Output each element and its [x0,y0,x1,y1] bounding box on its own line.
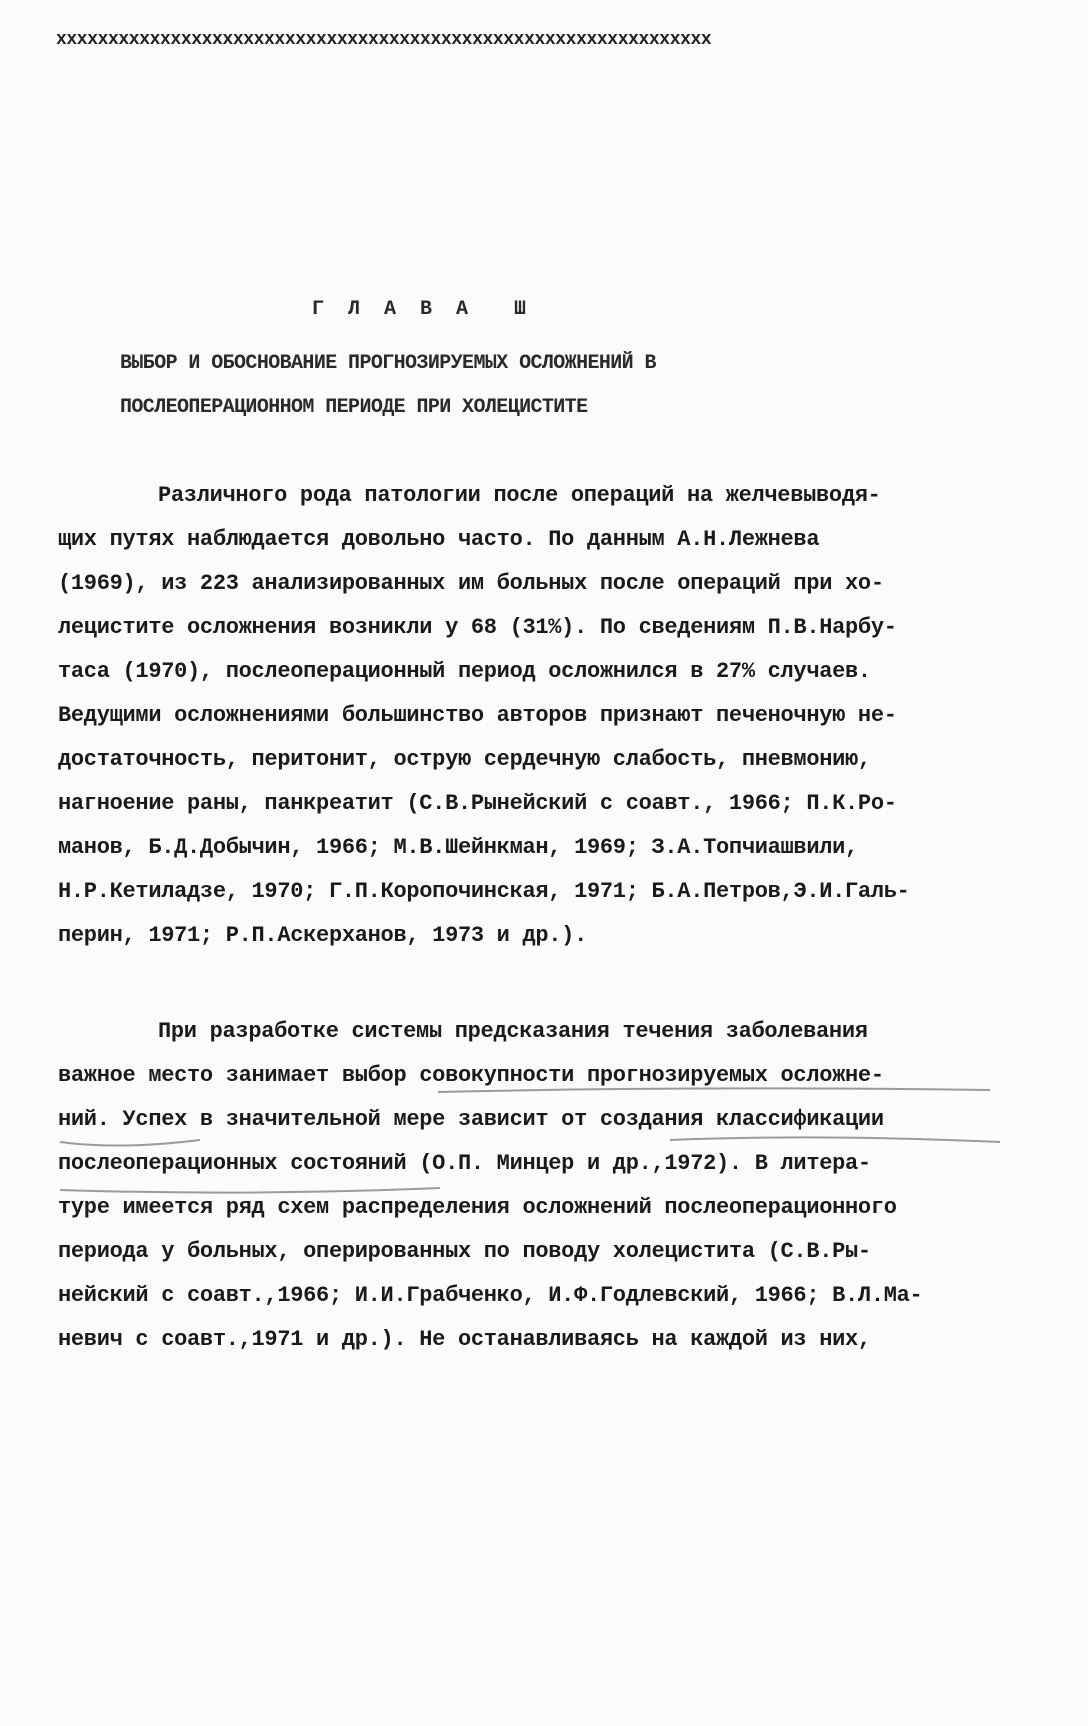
chapter-heading-line: ПОСЛЕОПЕРАЦИОННОМ ПЕРИОДЕ ПРИ ХОЛЕЦИСТИТЕ [120,396,588,419]
paragraph-line: таса (1970), послеоперационный период осложнился в 27% случаев. [58,659,871,684]
paragraph-line: При разработке системы предсказания течения заболевания [158,1019,868,1044]
paragraph-line: нейский с соавт.,1966; И.И.Грабченко, И.Ф.Годлевский, 1966; В.Л.Ма- [58,1283,923,1308]
paragraph-line: перин, 1971; Р.П.Аскерханов, 1973 и др.). [58,923,587,948]
paragraph-line: ний. Успех в значительной мере зависит от создания классификации [58,1107,884,1132]
paragraph-1 [58,474,1038,958]
paragraph-line: (1969), из 223 анализированных им больных после операций при хо- [58,571,884,596]
chapter-heading [120,342,1000,430]
paragraph-2 [58,1010,1038,1362]
header-typewriter-marks: xxxxxxxxxxxxxxxxxxxxxxxxxxxxxxxxxxxxxxxxxxxxxxxxxxxxxxxxxxxxxxx [56,30,712,50]
paragraph-line: Н.Р.Кетиладзе, 1970; Г.П.Коропочинская, 1971; Б.А.Петров,Э.И.Галь- [58,879,910,904]
paragraph-line: важное место занимает выбор совокупности прогнозируемых осложне- [58,1063,884,1088]
paragraph-line: лецистите осложнения возникли у 68 (31%). По сведениям П.В.Нарбу- [58,615,897,640]
paragraph-line: достаточность, перитонит, острую сердечную слабость, пневмонию, [58,747,871,772]
paragraph-line: Различного рода патологии после операций на желчевыводя- [158,483,881,508]
paragraph-line: периода у больных, оперированных по поводу холецистита (С.В.Ры- [58,1239,871,1264]
paragraph-line: щих путях наблюдается довольно часто. По данным А.Н.Лежнева [58,527,820,552]
paragraph-line: послеоперационных состояний (О.П. Минцер и др.,1972). В литера- [58,1151,871,1176]
paragraph-line: нагноение раны, панкреатит (С.В.Рынейский с соавт., 1966; П.К.Ро- [58,791,897,816]
chapter-title [312,298,532,321]
paragraph-line: Ведущими осложнениями большинство авторов признают печеночную не- [58,703,897,728]
chapter-heading-line: ВЫБОР И ОБОСНОВАНИЕ ПРОГНОЗИРУЕМЫХ ОСЛОЖНЕНИЙ В [120,352,656,375]
paragraph-line: манов, Б.Д.Добычин, 1966; М.В.Шейнкман, 1969; З.А.Топчиашвили, [58,835,858,860]
paragraph-line: туре имеется ряд схем распределения осложнений послеоперационного [58,1195,897,1220]
chapter-number: Ш [514,298,533,321]
paragraph-line: невич с соавт.,1971 и др.). Не останавливаясь на каждой из них, [58,1327,871,1352]
chapter-label: Г Л А В А [312,298,475,321]
